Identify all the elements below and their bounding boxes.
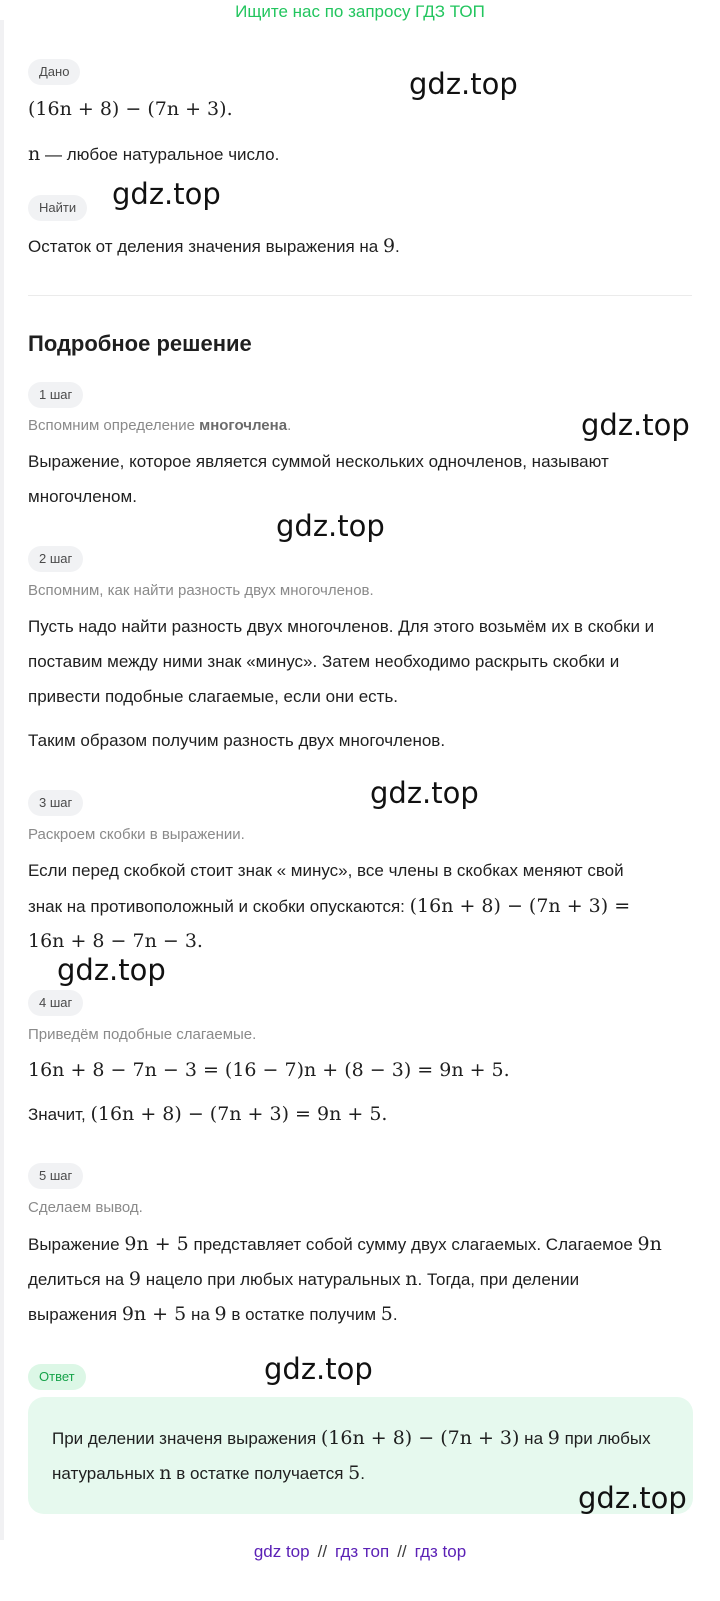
answer-line2 xyxy=(52,1461,365,1486)
footer-links xyxy=(0,1540,720,1564)
find-num: 9 xyxy=(382,235,396,257)
step5-l3-d: . xyxy=(392,1305,398,1324)
watermark: gdz.top xyxy=(276,509,385,543)
answer-tag: Ответ xyxy=(28,1364,86,1390)
given-expression: (16n + 8) − (7n + 3). xyxy=(28,98,233,120)
step3-line2-text: знак на противоположный и скобки опускаются: xyxy=(28,897,410,916)
find-tag: Найти xyxy=(28,195,87,221)
footer-link-gdz-top-mixed[interactable]: гдз top xyxy=(414,1542,467,1561)
step4-hint: Приведём подобные слагаемые. xyxy=(28,1026,257,1043)
top-banner: Ищите нас по запросу ГДЗ ТОП xyxy=(235,2,485,21)
step3-hint: Раскроем скобки в выражении. xyxy=(28,826,245,843)
step1-hint-b: . xyxy=(287,417,292,434)
step5-l1-m2: 9n xyxy=(637,1233,662,1255)
step1-line1: Выражение, которое является суммой нескольких одночленов, называют xyxy=(28,452,609,471)
step4-line2-math: (16n + 8) − (7n + 3) = 9n + 5. xyxy=(90,1103,388,1125)
answer-l2-b: в остатке получается xyxy=(171,1464,349,1483)
step5-line1 xyxy=(28,1232,662,1257)
footer-link-gdz-top-ru[interactable]: гдз топ xyxy=(335,1542,390,1561)
answer-l2-c: . xyxy=(360,1464,365,1483)
step2-line2: поставим между ними знак «минус». Затем необходимо раскрыть скобки и xyxy=(28,652,620,671)
step4-tag: 4 шаг xyxy=(28,990,83,1016)
solution-title: Подробное решение xyxy=(28,331,252,356)
left-rule xyxy=(0,20,4,1540)
step1-line2: многочленом. xyxy=(28,487,137,506)
watermark: gdz.top xyxy=(581,408,690,442)
answer-l2-a: натуральных xyxy=(52,1464,160,1483)
answer-l1-m2: 9 xyxy=(547,1427,560,1449)
watermark: gdz.top xyxy=(370,776,479,810)
step2-line1: Пусть надо найти разность двух многочленов. Для этого возьмём их в скобки и xyxy=(28,617,655,636)
find-text xyxy=(28,234,400,259)
step2-line3: привести подобные слагаемые, если они есть. xyxy=(28,687,399,706)
step5-hint: Сделаем вывод. xyxy=(28,1199,143,1216)
step5-line3 xyxy=(28,1302,398,1327)
step5-l2-m1: 9 xyxy=(128,1268,141,1290)
footer-link-gdz-top[interactable]: gdz top xyxy=(253,1542,310,1561)
step5-l1-a: Выражение xyxy=(28,1235,125,1254)
watermark: gdz.top xyxy=(112,177,221,211)
step5-l2-a: делиться на xyxy=(28,1270,129,1289)
find-text-a: Остаток от деления значения выражения на xyxy=(28,237,383,256)
step5-l3-m3: 5 xyxy=(380,1303,393,1325)
step5-l2-m2: n xyxy=(405,1268,418,1290)
step5-l3-a: выражения xyxy=(28,1305,122,1324)
step1-hint-bold: многочлена xyxy=(199,417,288,434)
answer-l1-c: при любых xyxy=(559,1429,651,1448)
watermark: gdz.top xyxy=(57,953,166,987)
step4-line1-math: 16n + 8 − 7n − 3 = (16 − 7)n + (8 − 3) = 9n + 5. xyxy=(28,1059,510,1081)
step5-l1-b: представляет собой сумму двух слагаемых. Слагаемое xyxy=(188,1235,638,1254)
step3-line2 xyxy=(28,894,630,919)
answer-l1-m1: (16n + 8) − (7n + 3) xyxy=(320,1427,520,1449)
answer-l2-m1: n xyxy=(159,1462,172,1484)
step5-l3-m2: 9 xyxy=(214,1303,227,1325)
step5-tag: 5 шаг xyxy=(28,1163,83,1189)
answer-l1-a: При делении значеня выражения xyxy=(52,1429,321,1448)
step2-hint: Вспомним, как найти разность двух многочленов. xyxy=(28,582,374,599)
step5-l3-m1: 9n + 5 xyxy=(121,1303,187,1325)
given-condition xyxy=(28,142,279,167)
step1-hint-a: Вспомним определение xyxy=(28,417,200,434)
given-tag: Дано xyxy=(28,59,80,85)
answer-l2-m2: 5 xyxy=(348,1462,361,1484)
step2-tag: 2 шаг xyxy=(28,546,83,572)
step5-l3-c: в остатке получим xyxy=(226,1305,381,1324)
answer-l1-b: на xyxy=(519,1429,548,1448)
find-text-b: . xyxy=(395,237,400,256)
watermark: gdz.top xyxy=(409,67,518,101)
step3-line2-math: (16n + 8) − (7n + 3) = xyxy=(409,895,631,917)
answer-line1 xyxy=(52,1426,651,1451)
watermark: gdz.top xyxy=(264,1352,373,1386)
footer-separator: // xyxy=(317,1542,328,1561)
step3-line3-math: 16n + 8 − 7n − 3. xyxy=(28,930,203,952)
step3-tag: 3 шаг xyxy=(28,790,83,816)
step5-line2 xyxy=(28,1267,579,1292)
step5-l1-m1: 9n + 5 xyxy=(124,1233,189,1255)
step5-l3-b: на xyxy=(186,1305,215,1324)
step5-l2-b: нацело при любых натуральных xyxy=(140,1270,406,1289)
step5-l2-c: . Тогда, при делении xyxy=(417,1270,580,1289)
step3-line1: Если перед скобкой стоит знак « минус», все члены в скобках меняют свой xyxy=(28,861,624,880)
given-n-text: — любое натуральное число. xyxy=(40,145,280,164)
step1-tag: 1 шаг xyxy=(28,382,83,408)
watermark: gdz.top xyxy=(578,1481,687,1515)
step4-line2-text: Значит, xyxy=(28,1105,91,1124)
section-divider xyxy=(28,295,692,296)
step1-hint xyxy=(28,416,291,436)
footer-separator: // xyxy=(397,1542,407,1561)
given-n-symbol: n xyxy=(28,143,41,165)
step4-line2 xyxy=(28,1102,387,1127)
step2-line4: Таким образом получим разность двух многочленов. xyxy=(28,731,446,750)
